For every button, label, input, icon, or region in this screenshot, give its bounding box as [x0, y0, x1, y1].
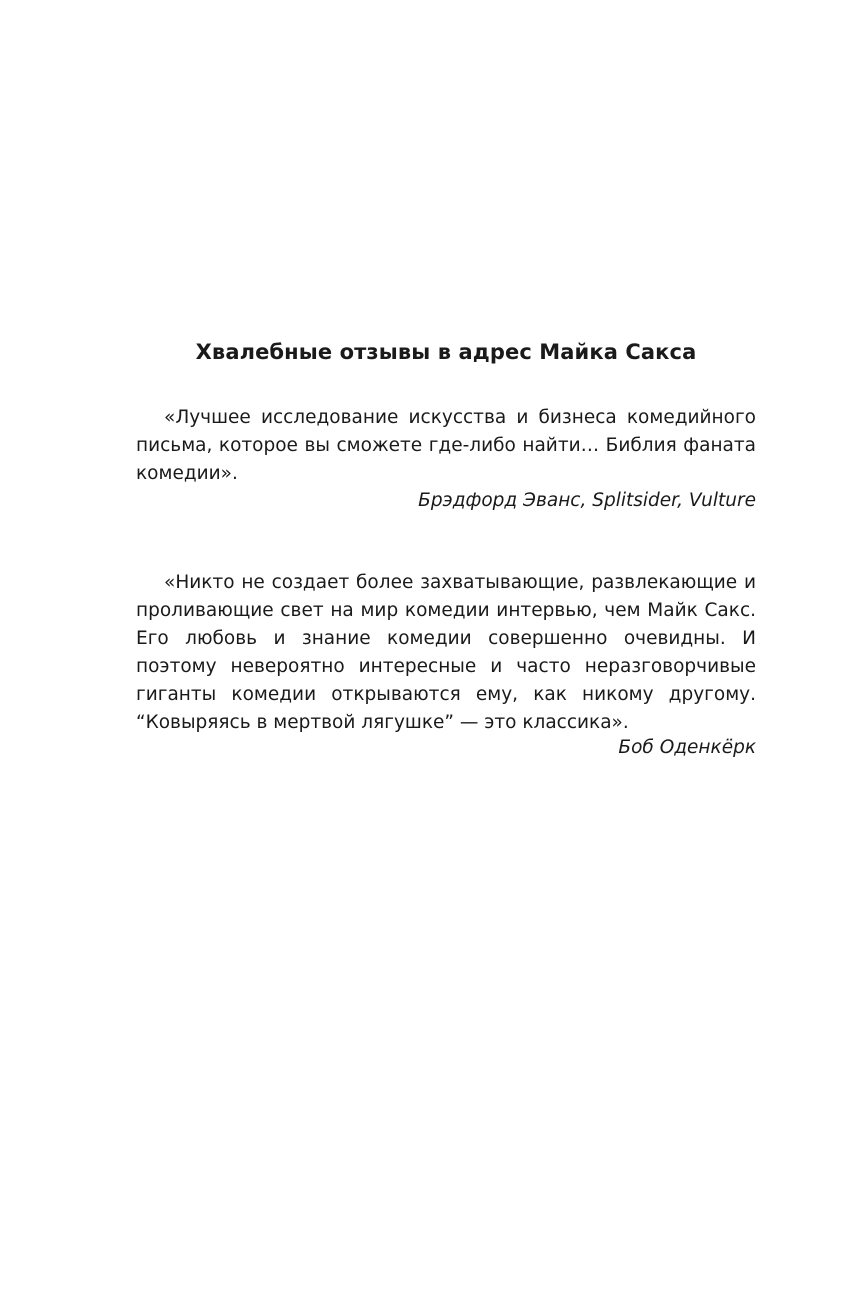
review-quote: «Никто не создает более захватывающие, развлекающие и проливающие свет на мир комедии интервью, чем Майк Сакс. Его любовь и знание комедии совершенно очевидны. И поэтому невероятно интересные и часто неразговорчивые гиганты комедии открываются ему, как никому другому. “Ковыряясь в мертвой лягушке” — это классика». — [136, 572, 756, 733]
page-title: Хвалебные отзывы в адрес Майка Сакса — [195, 340, 697, 364]
review-attribution: Боб Оденкёрк — [618, 737, 756, 758]
review-attribution: Брэдфорд Эванс, Splitsider, Vulture — [418, 490, 756, 511]
review-quote: «Лучшее исследование искусства и бизнеса комедийного письма, которое вы сможете где-либо найти… Библия фаната комедии». — [136, 407, 756, 484]
